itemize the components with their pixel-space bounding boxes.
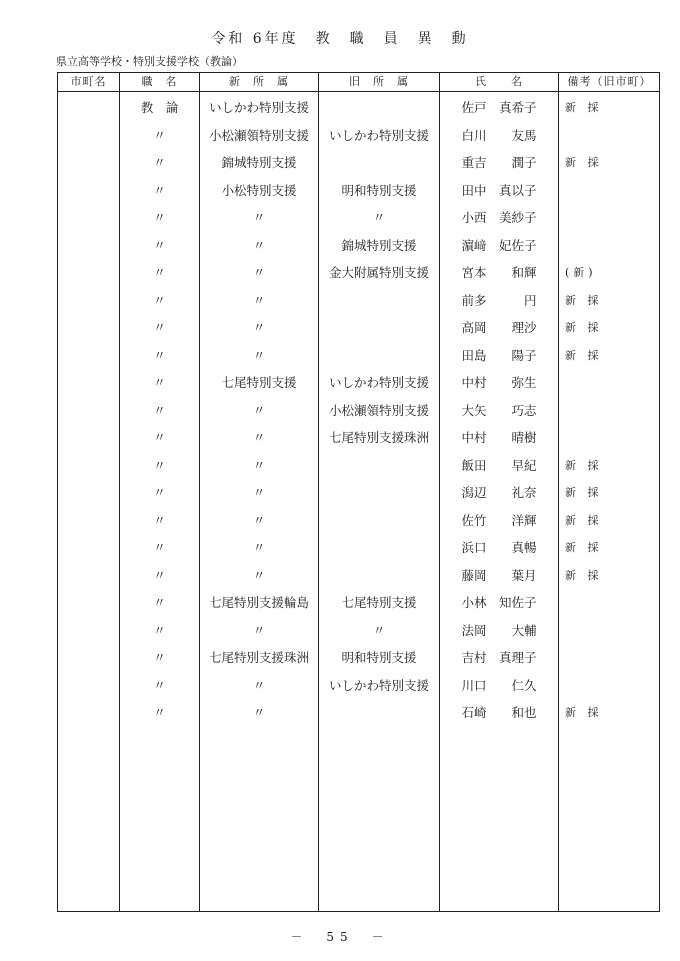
remarks-cell: 新 採: [565, 486, 603, 499]
name-cell: 小林 知佐子: [461, 595, 537, 610]
new-school-cell: 小松特別支援: [221, 182, 297, 198]
name-cell: 濵﨑 妃佐子: [461, 237, 537, 253]
position-cell: 〃: [153, 402, 166, 418]
new-school-cell: 〃: [252, 457, 266, 473]
name-cell: 田中 真以子: [461, 182, 537, 198]
new-school-cell: 〃: [252, 265, 266, 280]
header-municipality: 市町名: [70, 75, 107, 88]
remarks-cell: 新 採: [565, 568, 603, 582]
table-row: [58, 452, 659, 480]
table-row: [58, 617, 659, 645]
table-row: [58, 94, 659, 122]
name-cell: 重吉 潤子: [461, 155, 537, 170]
header-remarks: 備考（旧市町）: [567, 75, 652, 88]
position-cell: 〃: [153, 677, 166, 693]
old-school-cell: [319, 562, 439, 590]
position-cell: 〃: [153, 375, 166, 390]
name-cell: 中村 弥生: [461, 375, 537, 390]
remarks-cell: [559, 672, 660, 700]
old-school-cell: 金大附属特別支援: [328, 265, 429, 280]
position-cell: 〃: [153, 292, 166, 308]
table-row: [58, 644, 659, 672]
position-cell: 〃: [153, 430, 166, 445]
new-school-cell: 〃: [252, 677, 266, 693]
page-title: 令和 6年度 教 職 員 異 動: [211, 31, 469, 47]
table-row: [58, 122, 659, 150]
new-school-cell: 〃: [252, 210, 266, 225]
remarks-cell: 新 採: [565, 293, 603, 307]
position-cell: 〃: [153, 265, 166, 280]
old-school-cell: [319, 149, 439, 177]
table-row: [58, 672, 659, 700]
position-cell: 〃: [153, 320, 166, 335]
table-row: [58, 259, 659, 287]
remarks-cell: [559, 177, 660, 205]
table-row: [58, 287, 659, 315]
table-row: [58, 342, 659, 370]
old-school-cell: 錦城特別支援: [341, 237, 417, 253]
old-school-cell: [319, 699, 439, 727]
table-row: [58, 699, 659, 727]
name-cell: 前多 円: [461, 292, 537, 308]
old-school-cell: [319, 314, 439, 342]
position-cell: 〃: [153, 650, 166, 665]
old-school-cell: [319, 479, 439, 507]
table-row: [58, 507, 659, 535]
name-cell: 川口 仁久: [461, 677, 537, 693]
header-new-school: 新 所 属: [229, 75, 289, 88]
header-name: 氏 名: [475, 75, 523, 88]
new-school-cell: 〃: [252, 567, 266, 583]
position-cell: 〃: [153, 595, 166, 610]
name-cell: 宮本 和輝: [461, 265, 537, 280]
position-cell: 〃: [153, 127, 166, 143]
remarks-cell: [559, 232, 660, 260]
new-school-cell: 七尾特別支援輪島: [208, 595, 309, 610]
name-cell: 潟辺 礼奈: [461, 485, 537, 500]
table-row: [58, 397, 659, 425]
position-cell: 〃: [153, 567, 166, 583]
name-cell: 藤岡 葉月: [461, 567, 537, 583]
remarks-cell: [559, 589, 660, 617]
old-school-cell: [319, 534, 439, 562]
old-school-cell: 小松瀬領特別支援: [328, 402, 429, 418]
old-school-cell: [319, 287, 439, 315]
remarks-cell: 新 採: [565, 706, 603, 719]
remarks-cell: (新): [565, 266, 597, 279]
name-cell: 佐竹 洋輝: [461, 512, 537, 528]
new-school-cell: 小松瀬領特別支援: [208, 127, 309, 143]
name-cell: 法岡 大輔: [461, 622, 537, 638]
old-school-cell: 〃: [372, 210, 386, 225]
name-cell: 浜口 真暢: [461, 540, 537, 555]
position-cell: 〃: [153, 155, 166, 170]
personnel-table: [57, 72, 660, 912]
table-row: [58, 534, 659, 562]
page-number: － 55 －: [290, 930, 390, 944]
name-cell: 高岡 理沙: [461, 320, 537, 335]
old-school-cell: 明和特別支援: [341, 650, 417, 665]
table-header: [58, 73, 659, 92]
name-cell: 佐戸 真希子: [461, 100, 537, 115]
remarks-cell: [559, 397, 660, 425]
old-school-cell: 七尾特別支援珠洲: [328, 430, 429, 445]
table-row: [58, 232, 659, 260]
old-school-cell: いしかわ特別支援: [328, 127, 429, 143]
new-school-cell: 〃: [252, 347, 266, 363]
table-row: [58, 424, 659, 452]
remarks-cell: [559, 204, 660, 232]
new-school-cell: 〃: [252, 540, 266, 555]
name-cell: 吉村 真理子: [461, 650, 537, 665]
remarks-cell: 新 採: [565, 101, 603, 114]
new-school-cell: 七尾特別支援: [221, 375, 297, 390]
table-row: [58, 562, 659, 590]
position-cell: 〃: [153, 210, 166, 225]
table-row: [58, 369, 659, 397]
position-cell: 〃: [153, 457, 166, 473]
remarks-cell: 新 採: [565, 348, 603, 362]
old-school-cell: [319, 507, 439, 535]
position-cell: 〃: [153, 347, 166, 363]
remarks-cell: 新 採: [565, 513, 603, 527]
position-cell: 教 論: [140, 100, 179, 115]
position-cell: 〃: [153, 540, 166, 555]
new-school-cell: 〃: [252, 320, 266, 335]
remarks-cell: 新 採: [565, 321, 603, 334]
remarks-cell: [559, 424, 660, 452]
new-school-cell: 錦城特別支援: [221, 155, 297, 170]
old-school-cell: 〃: [372, 622, 386, 638]
position-cell: 〃: [153, 512, 166, 528]
section-label: 県立高等学校・特別支援学校（教論）: [56, 55, 243, 68]
old-school-cell: [319, 342, 439, 370]
old-school-cell: [319, 94, 439, 122]
remarks-cell: 新 採: [565, 541, 603, 554]
name-cell: 飯田 早紀: [461, 457, 537, 473]
remarks-cell: 新 採: [565, 458, 603, 472]
position-cell: 〃: [153, 237, 166, 253]
name-cell: 中村 晴樹: [461, 430, 537, 445]
old-school-cell: いしかわ特別支援: [328, 677, 429, 693]
remarks-cell: [559, 122, 660, 150]
old-school-cell: いしかわ特別支援: [328, 375, 429, 390]
new-school-cell: 〃: [252, 292, 266, 308]
name-cell: 大矢 巧志: [461, 402, 537, 418]
table-row: [58, 204, 659, 232]
name-cell: 石崎 和也: [461, 705, 537, 720]
new-school-cell: 〃: [252, 705, 266, 720]
position-cell: 〃: [153, 182, 166, 198]
table-row: [58, 479, 659, 507]
new-school-cell: 〃: [252, 512, 266, 528]
old-school-cell: 明和特別支援: [341, 182, 417, 198]
new-school-cell: 七尾特別支援珠洲: [208, 650, 309, 665]
new-school-cell: いしかわ特別支援: [208, 100, 309, 115]
position-cell: 〃: [153, 622, 166, 638]
header-position: 職 名: [141, 75, 178, 88]
table-row: [58, 589, 659, 617]
new-school-cell: 〃: [252, 622, 266, 638]
name-cell: 田島 陽子: [461, 347, 537, 363]
position-cell: 〃: [153, 485, 166, 500]
new-school-cell: 〃: [252, 402, 266, 418]
table-row: [58, 149, 659, 177]
old-school-cell: 七尾特別支援: [341, 595, 417, 610]
position-cell: 〃: [153, 705, 166, 720]
table-row: [58, 314, 659, 342]
header-old-school: 旧 所 属: [349, 75, 409, 88]
old-school-cell: [319, 452, 439, 480]
remarks-cell: [559, 617, 660, 645]
remarks-cell: [559, 644, 660, 672]
remarks-cell: [559, 369, 660, 397]
table-row: [58, 177, 659, 205]
remarks-cell: 新 採: [565, 156, 603, 169]
name-cell: 白川 友馬: [461, 127, 537, 143]
name-cell: 小西 美紗子: [461, 210, 537, 225]
new-school-cell: 〃: [252, 485, 266, 500]
new-school-cell: 〃: [252, 237, 266, 253]
new-school-cell: 〃: [252, 430, 266, 445]
